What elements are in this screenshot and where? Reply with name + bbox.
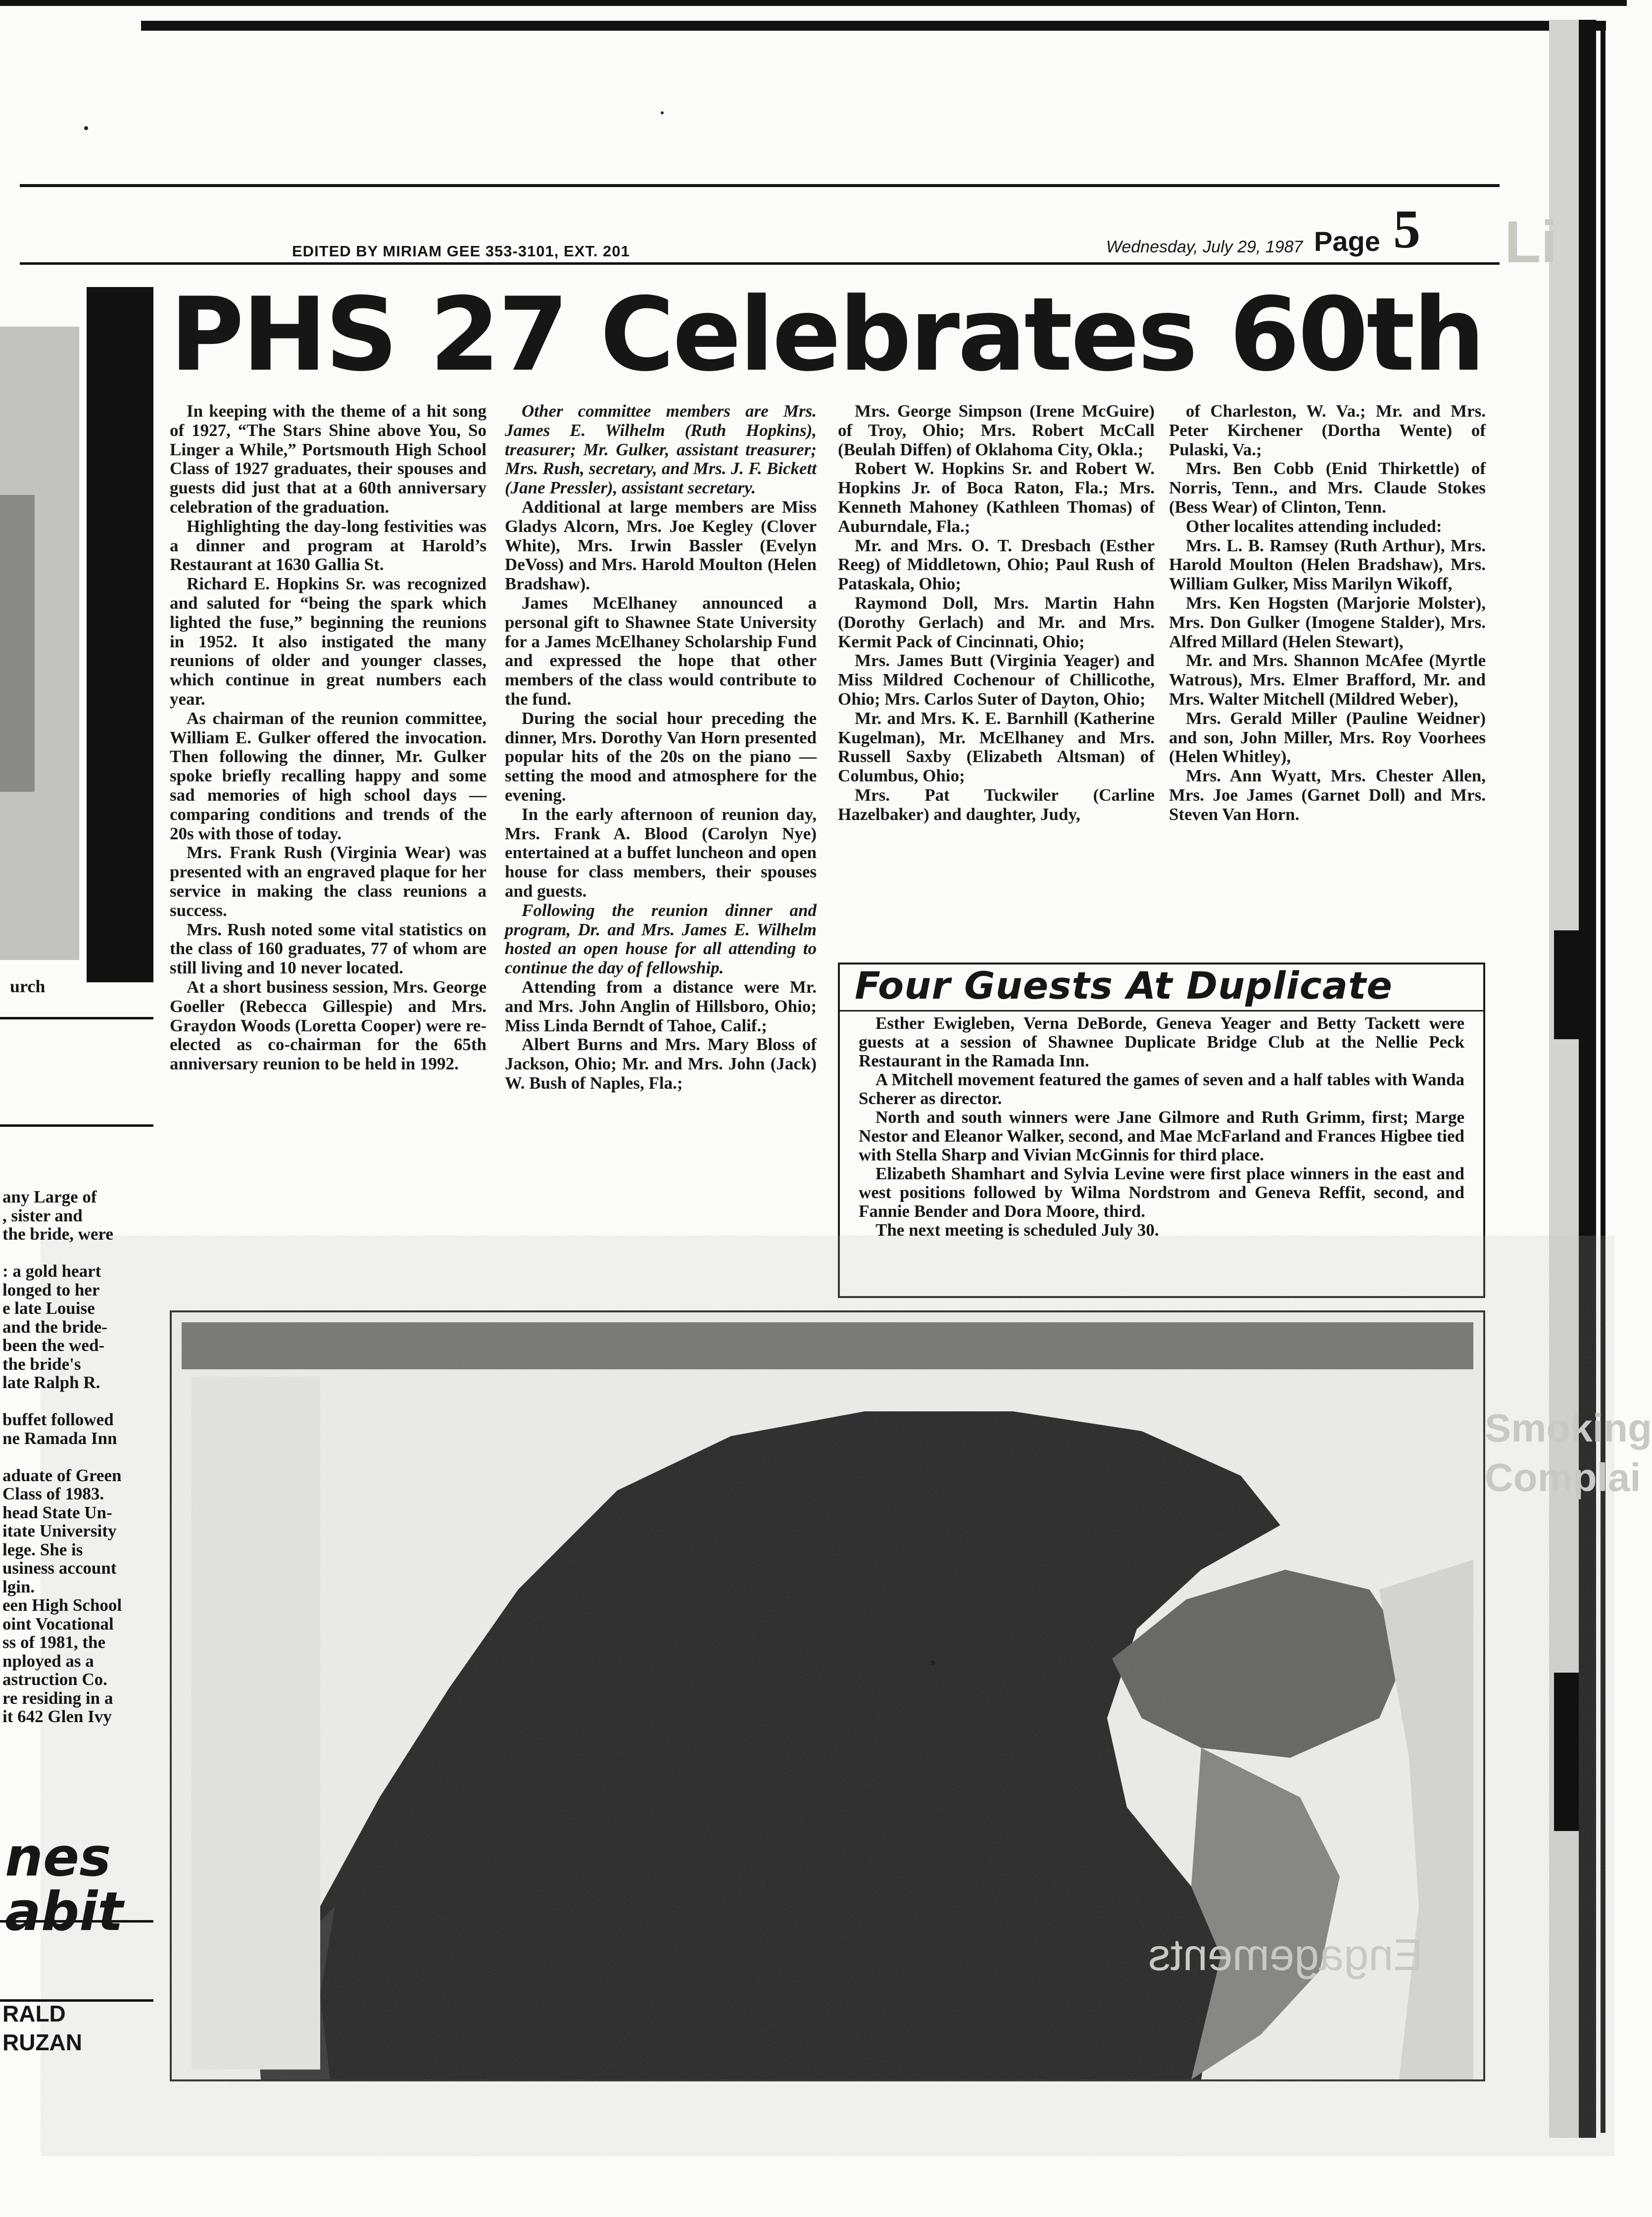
paragraph: Mr. and Mrs. O. T. Dresbach (Esther Reeg) of Middletown, Ohio; Paul Rush of Pataskala, Ohio; [838,535,1155,594]
paragraph: Mrs. Ann Wyatt, Mrs. Chester Allen, Mrs. Joe James (Garnet Doll) and Mrs. Steven Van Horn. [1169,766,1486,824]
left-byline-2: RUZAN [2,2029,82,2055]
text-line: aduate of Green [2,1465,122,1485]
text-line: been the wed- [2,1336,105,1355]
left-caption-word: urch [10,976,46,996]
article-headline: PHS 27 Celebrates 60th [170,276,1484,394]
scan-right-edge [1579,20,1596,2138]
text-line: buffet followed [2,1410,114,1429]
sidebar-story-title: Four Guests At Duplicate [855,964,1393,1008]
paragraph: Mrs. L. B. Ramsey (Ruth Arthur), Mrs. Harold Moulton (Helen Bradshaw), Mrs. William Gulker, Miss Marilyn Wikoff, [1169,535,1486,594]
left-photo-bar [87,287,153,982]
text-line: lege. She is [2,1540,83,1559]
text-line: any Large of [2,1187,97,1206]
text-line: ss of 1981, the [2,1633,106,1652]
paragraph: Mrs. James Butt (Virginia Yeager) and Miss Mildred Cochenour of Chillicothe, Ohio; Mrs. Carlos Suter of Dayton, Ohio; [838,651,1155,709]
page-number: 5 [1393,199,1420,259]
paragraph: Mr. and Mrs. Shannon McAfee (Myrtle Watrous), Mrs. Elmer Brafford, Mr. and Mrs. Walter Mitchell (Mildred Weber), [1169,651,1486,709]
paragraph: Attending from a distance were Mr. and Mrs. John Anglin of Hillsboro, Ohio; Miss Linda Berndt of Tahoe, Calif.; [505,977,817,1035]
paragraph: Mrs. Ken Hogsten (Marjorie Molster), Mrs. Don Gulker (Imogene Stalder), Mrs. Alfred Millard (Helen Stewart), [1169,593,1486,651]
scan-speck [84,126,88,130]
paragraph: The next meeting is scheduled July 30. [875,1220,1159,1240]
sidebar-story-box [838,963,1485,1298]
text-line: late Ralph R. [2,1373,100,1392]
paragraph: Mrs. Rush noted some vital statistics on the class of 160 graduates, 77 of whom are still living and 10 never located. [170,919,486,978]
left-byline-1: RALD [2,2001,66,2026]
text-line: astruction Co. [2,1670,107,1689]
article-column-2 [505,402,817,1312]
article-column-4 [1169,402,1486,955]
text-line: , sister and [2,1205,83,1225]
masthead-rule-bottom [20,262,1500,265]
text-line: een High School [2,1595,122,1615]
text-line: nployed as a [2,1651,94,1671]
paragraph: Mrs. Pat Tuckwiler (Carline Hazelbaker) and daughter, Judy, [838,785,1155,824]
paragraph: Highlighting the day-long festivities was a dinner and program at Harold’s Restaurant at 1630 Gallia St. [170,516,486,575]
text-line [2,1244,153,1262]
right-bleed-bar [1554,930,1579,1039]
text-line: Class of 1983. [2,1484,104,1503]
right-bleed-bar [1554,1673,1579,1831]
paragraph: In keeping with the theme of a hit song of 1927, “The Stars Shine above You, So Linger a While,” Portsmouth High School Class of 1927 graduates, their spouses and guests did just that at a 60th anniversary celebration of the graduation. [170,401,486,517]
scan-right-edge-thin [1601,30,1605,2133]
scan-top-band [141,21,1606,31]
paragraph: Albert Burns and Mrs. Mary Bloss of Jackson, Ohio; Mr. and Mrs. John (Jack) W. Bush of Naples, Fla.; [505,1035,817,1093]
left-photo-dark [0,495,35,792]
paragraph: Mrs. George Simpson (Irene McGuire) of Troy, Ohio; Mrs. Robert McCall (Beulah Diffen) of Oklahoma City, Okla.; [838,401,1155,459]
paragraph: Following the reunion dinner and program, Dr. and Mrs. James E. Wilhelm hosted an open house for all attending to continue the day of fellowship. [505,900,817,978]
text-line: e late Louise [2,1299,95,1318]
scan-top-border [0,0,1627,6]
left-rule-1 [0,1017,153,1019]
paragraph: James McElhaney announced a personal gift to Shawnee State University for a James McElhaney Scholarship Fund and expressed the hope that other members of the class would contribute to the fund. [505,593,817,709]
paragraph: Robert W. Hopkins Sr. and Robert W. Hopkins Jr. of Boca Raton, Fla.; Mrs. Kenneth Mahoney (Kathleen Thomas) of Auburndale, Fla.; [838,459,1155,536]
paragraph: Mrs. Ben Cobb (Enid Thirkettle) of Norris, Tenn., and Mrs. Claude Stokes (Bess Wear) of Clinton, Tenn. [1169,459,1486,517]
paragraph: Mrs. Gerald Miller (Pauline Weidner) and son, John Miller, Mrs. Roy Voorhees (Helen Whitley), [1169,708,1486,767]
left-headline-line-1: nes [5,1827,111,1888]
text-line: : a gold heart [2,1261,101,1281]
paragraph: Mr. and Mrs. K. E. Barnhill (Katherine Kugelman), Mr. McElhaney and Mrs. Russell Saxby (Elizabeth Altsman) of Columbus, Ohio; [838,708,1155,786]
scan-speck [930,1660,935,1665]
paragraph: During the social hour preceding the dinner, Mrs. Dorothy Van Horn presented popular hits of the 20s on the piano — setting the mood and atmosphere for the evening. [505,708,817,805]
paragraph: Raymond Doll, Mrs. Martin Hahn (Dorothy Gerlach) and Mr. and Mrs. Kermit Pack of Cincinnati, Ohio; [838,593,1155,651]
paragraph: As chairman of the reunion committee, William E. Gulker offered the invocation. Then following the dinner, Mr. Gulker spoke briefly recalling happy and some sad memories of high school days — comparing conditions and trends of the 20s with those of today. [170,708,486,843]
text-line: the bride, were [2,1224,113,1244]
text-line: the bride's [2,1354,81,1374]
text-line: and the bride- [2,1317,107,1337]
paragraph: Esther Ewigleben, Verna DeBorde, Geneva Yeager and Betty Tackett were guests at a session of Shawnee Duplicate Bridge Club at the Nellie Peck Restaurant in the Ramada Inn. [859,1013,1464,1070]
left-headline-line-2: abit [5,1881,123,1943]
ghost-word: Li [1505,209,1557,275]
paragraph: Richard E. Hopkins Sr. was recognized and saluted for “being the spark which lighted the fuse,” beginning the reunions in 1952. It also instigated the many reunions of older and younger classes, which continue in great numbers each year. [170,574,486,709]
paragraph: Mrs. Frank Rush (Virginia Wear) was presented with an engraved plaque for her service in making the class reunions a success. [170,843,486,920]
paragraph: Other localites attending included: [1186,516,1442,536]
scan-speck [661,111,664,114]
text-line [2,1447,153,1466]
paragraph: North and south winners were Jane Gilmore and Ruth Grimm, first; Marge Nestor and Eleanor Walker, second, and Mae McFarland and Frances Higbee tied with Stella Sharp and Vivian McGinnis for third place. [859,1108,1464,1164]
text-line: it 642 Glen Ivy [2,1707,112,1726]
text-line: itate University [2,1521,117,1541]
text-line: ne Ramada Inn [2,1428,117,1448]
article-column-3 [838,402,1155,955]
article-column-1 [170,402,486,1312]
text-line: oint Vocational [2,1614,114,1634]
ghost-word: Engagements [1148,1930,1423,1980]
issue-date: Wednesday, July 29, 1987 [1106,238,1303,256]
sidebar-title-rule [840,1010,1483,1012]
text-line: usiness account [2,1558,117,1578]
sidebar-story-body [859,1014,1464,1240]
paragraph: A Mitchell movement featured the games of seven and a half tables with Wanda Scherer as director. [859,1070,1464,1108]
text-line: lgin. [2,1577,35,1596]
paragraph: Additional at large members are Miss Gladys Alcorn, Mrs. Joe Kegley (Clover White), Mrs. Irwin Bassler (Evelyn DeVoss) and Mrs. Harold Moulton (Helen Bradshaw). [505,497,817,594]
text-line: head State Un- [2,1502,112,1522]
left-column-text [2,1188,153,1821]
paragraph: In the early afternoon of reunion day, Mrs. Frank A. Blood (Carolyn Nye) entertained at a buffet luncheon and open house for class members, their spouses and guests. [505,804,817,901]
text-line: re residing in a [2,1688,113,1708]
left-rule-2 [0,1124,153,1127]
paragraph: At a short business session, Mrs. George Goeller (Rebecca Gillespie) and Mrs. Graydon Woods (Loretta Cooper) were re-elected as co-chairman for the 65th anniversary reunion to be held in 1992. [170,977,486,1074]
text-line [2,1392,153,1411]
page-label: Page [1314,226,1380,257]
text-line: longed to her [2,1280,100,1300]
ghost-word: Complai [1485,1455,1641,1499]
paragraph: of Charleston, W. Va.; Mr. and Mrs. Peter Kirchener (Dortha Wente) of Pulaski, Va.; [1169,401,1486,459]
masthead-rule-top [20,184,1500,187]
paragraph: Elizabeth Shamhart and Sylvia Levine were first place winners in the east and west positions followed by Wilma Nordstrom and Geneva Reffit, second, and Fannie Bender and Dora Moore, third. [859,1164,1464,1221]
paragraph: Other committee members are Mrs. James E. Wilhelm (Ruth Hopkins), treasurer; Mr. Gulker, assistant treasurer; Mrs. Rush, secretary, and Mrs. J. F. Bickett (Jane Pressler), assistant secretary. [505,401,817,498]
ghost-word: Smoking [1485,1406,1652,1450]
editor-line: EDITED BY MIRIAM GEE 353-3101, EXT. 201 [292,242,630,260]
